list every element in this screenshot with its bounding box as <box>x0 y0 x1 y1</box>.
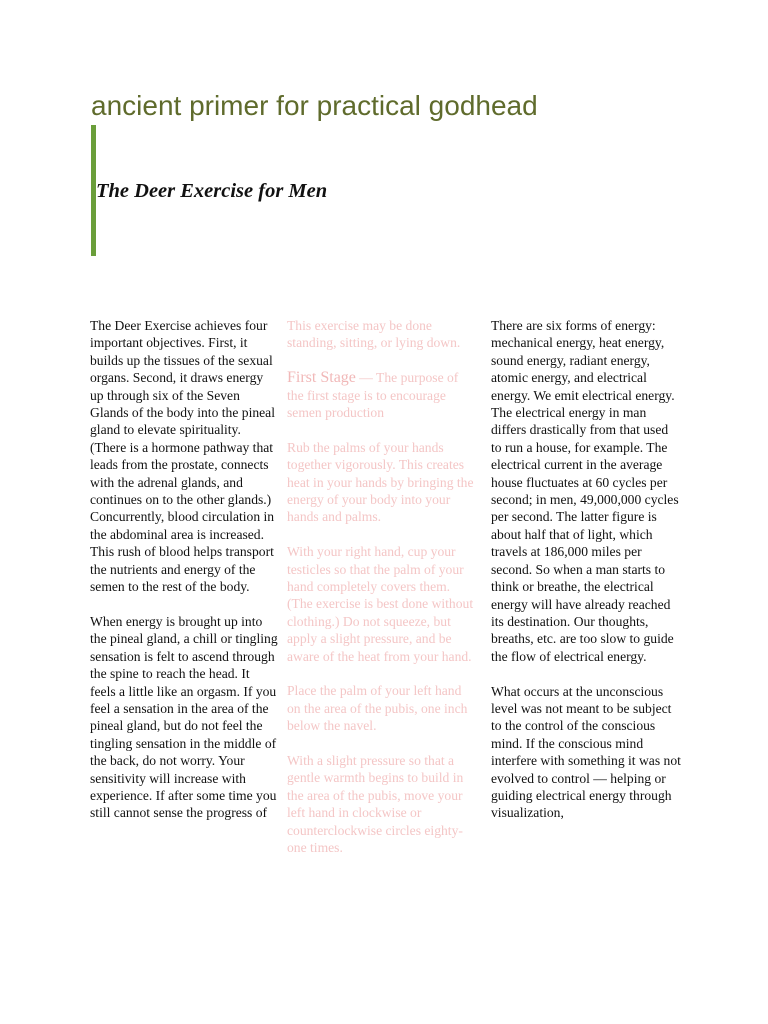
section-subtitle: The Deer Exercise for Men <box>96 180 328 202</box>
paragraph: The Deer Exercise achieves four important objectives. First, it builds up the tissues of the sexual organs. Second, it draws energy up through six of the Seven Glands of the body into the pineal gland to elevate spirituality. (There is a hormone pathway that leads from the prostate, connects with the adrenal glands, and continues on to the other glands.) Concurrently, blood circulation in the abdominal area is increased. This rush of blood helps transport the nutrients and energy of the semen to the rest of the body. <box>90 318 275 595</box>
paragraph: What occurs at the unconscious level was not meant to be subject to the control of the conscious mind. If the conscious mind interfere with something it was not evolved to control — helping or guiding electrical energy through visualization, <box>491 683 681 821</box>
paragraph: Rub the palms of your hands together vigorously. This creates heat in your hands by bringing the energy of your body into your hands and palms. <box>287 439 474 525</box>
right-column <box>491 317 681 839</box>
stage-paragraph <box>287 369 478 421</box>
paragraph: There are six forms of energy: mechanical energy, heat energy, sound energy, radiant energy, atomic energy, and electrical energy. We emit electrical energy. The electrical energy in man differs drastically from that used to run a house, for example. The electrical current in the average house fluctuates at 60 cycles per second; in men, 49,000,000 cycles per second. The latter figure is about half that of light, which travels at 186,000 miles per second. So when a man starts to think or breathe, the electrical energy will have already reached its destination. Our thoughts, breaths, etc. are too slow to guide the flow of electrical energy. <box>491 318 679 664</box>
paragraph: This exercise may be done standing, sitting, or lying down. <box>287 318 461 351</box>
middle-column <box>287 317 478 874</box>
left-column <box>90 317 278 839</box>
paragraph: When energy is brought up into the pineal gland, a chill or tingling sensation is felt to ascend through the spine to reach the head. It feels a little like an orgasm. If you feel a sensation in the area of the pineal gland, but do not feel the tingling sensation in the middle of the back, do not worry. Your sensitivity will increase with experience. If after some time you still cannot sense the progress of <box>90 613 278 821</box>
paragraph: Place the palm of your left hand on the area of the pubis, one inch below the navel. <box>287 683 468 734</box>
document-title: ancient primer for practical godhead <box>91 90 538 121</box>
stage-text: — The purpose of the first stage is to encourage semen production <box>287 370 459 421</box>
paragraph: With a slight pressure so that a gentle warmth begins to build in the area of the pubis, move your left hand in clockwise or counterclockwise circles eighty-one times. <box>287 753 464 856</box>
stage-heading: First Stage <box>287 369 356 387</box>
paragraph: With your right hand, cup your testicles so that the palm of your hand completely covers them. (The exercise is best done without clothing.) Do not squeeze, but apply a slight pressure, and be aware of the heat from your hand. <box>287 544 474 664</box>
